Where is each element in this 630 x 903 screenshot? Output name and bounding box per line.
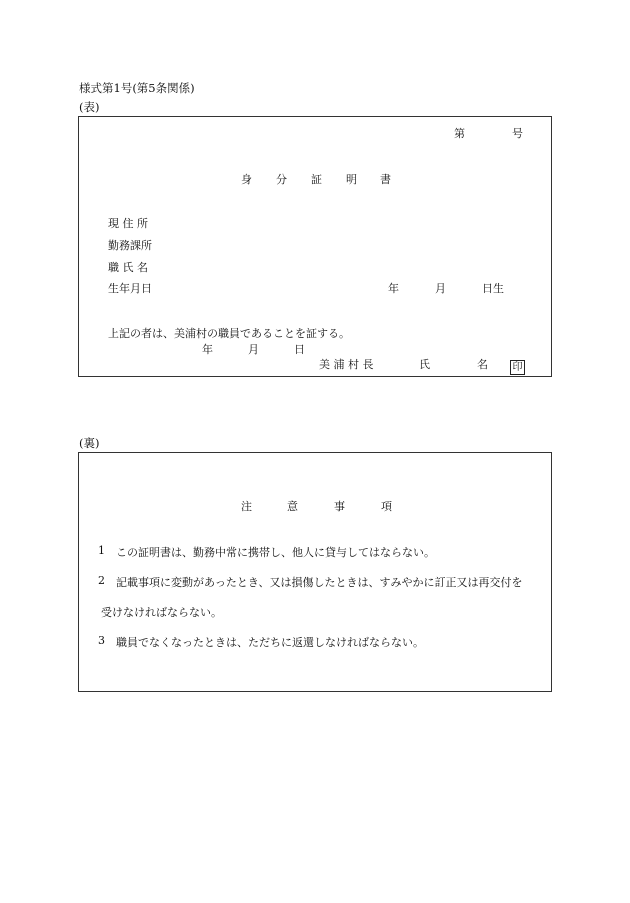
birth-year-unit: 年 — [388, 282, 399, 295]
birth-month-unit: 月 — [435, 282, 446, 295]
issuer-shi: 氏 — [419, 358, 430, 371]
issuer-mei: 名 — [477, 358, 488, 371]
front-card — [78, 116, 552, 377]
certify-text: 上記の者は、美浦村の職員であることを証する。 — [108, 327, 350, 340]
card-title-char-4: 明 — [346, 173, 357, 186]
note-1-text: この証明書は、勤務中常に携帯し、他人に貸与してはならない。 — [116, 546, 435, 559]
note-3-text: 職員でなくなったときは、ただちに返還しなければならない。 — [116, 636, 424, 649]
back-label: (裏) — [79, 436, 100, 450]
field-birthdate-label: 生年月日 — [108, 282, 152, 295]
field-name-label: 職 氏 名 — [108, 261, 148, 274]
note-2-text: 記載事項に変動があったとき、又は損傷したときは、すみやかに訂正又は再交付を — [116, 576, 523, 589]
notes-title-char-4: 項 — [381, 500, 392, 513]
issue-month-unit: 月 — [248, 343, 259, 356]
number-dai: 第 — [454, 127, 465, 140]
seal-stamp: 印 — [510, 360, 525, 375]
form-title: 様式第1号(第5条関係) — [79, 81, 195, 95]
notes-title-char-1: 注 — [241, 500, 252, 513]
card-title-char-3: 証 — [311, 173, 322, 186]
issue-day-unit: 日 — [294, 343, 305, 356]
field-department-label: 勤務課所 — [108, 239, 152, 252]
note-1-number: 1 — [98, 544, 105, 557]
issuer-title: 美 浦 村 長 — [319, 358, 374, 371]
front-label: (表) — [79, 100, 100, 114]
back-card — [78, 452, 552, 692]
notes-title-char-2: 意 — [287, 500, 298, 513]
note-3-number: 3 — [98, 634, 105, 647]
number-go: 号 — [512, 127, 523, 140]
card-title-char-1: 身 — [241, 173, 252, 186]
note-2-continuation: 受けなければならない。 — [101, 606, 222, 619]
card-title-char-2: 分 — [276, 173, 287, 186]
field-address-label: 現 住 所 — [108, 217, 148, 230]
issue-year-unit: 年 — [202, 343, 213, 356]
note-2-number: 2 — [98, 574, 105, 587]
card-title-char-5: 書 — [380, 173, 391, 186]
notes-title-char-3: 事 — [334, 500, 345, 513]
birth-day-unit: 日生 — [482, 282, 504, 295]
